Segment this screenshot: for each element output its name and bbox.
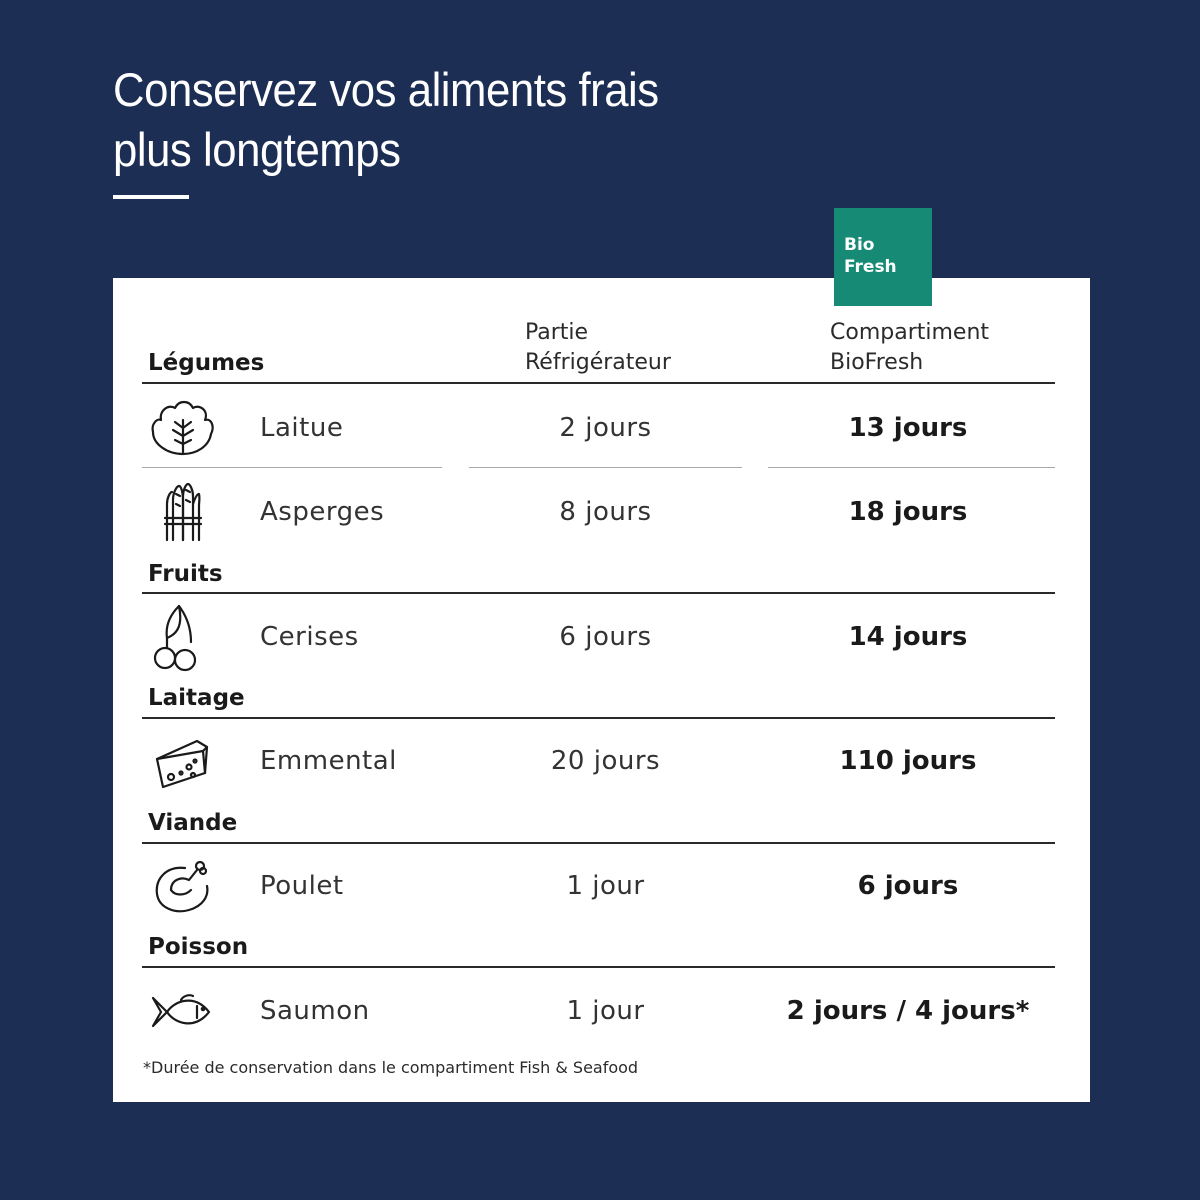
column-header-biofresh-line1: Compartiment: [830, 320, 990, 345]
row-separator: [469, 467, 742, 468]
chicken-icon: [145, 856, 221, 916]
category-laitage: Laitage: [148, 685, 245, 711]
fridge-value-laitue: 2 jours: [559, 413, 652, 443]
food-name-saumon: Saumon: [260, 996, 370, 1026]
biofresh-value-saumon: 2 jours / 4 jours*: [786, 996, 1030, 1026]
page-title: [113, 60, 764, 180]
category-divider: [142, 717, 1055, 719]
fridge-value-saumon: 1 jour: [566, 996, 645, 1026]
title-line-1: Conservez vos aliments frais: [113, 63, 659, 116]
cheese-icon: [145, 733, 221, 793]
biofresh-badge: [834, 208, 932, 306]
category-divider: [142, 382, 1055, 384]
food-name-laitue: Laitue: [260, 413, 344, 443]
column-header-fridge: [525, 318, 671, 378]
fridge-value-asperges: 8 jours: [559, 497, 652, 527]
column-header-fridge-line2: Réfrigérateur: [525, 350, 671, 375]
category-divider: [142, 592, 1055, 594]
footnote: *Durée de conservation dans le compartiment Fish & Seafood: [143, 1058, 639, 1077]
category-viande: Viande: [148, 810, 238, 836]
cherries-icon: [145, 604, 221, 672]
lettuce-icon: [145, 398, 221, 458]
column-header-fridge-line1: Partie: [525, 320, 589, 345]
asparagus-icon: [145, 482, 221, 542]
category-divider: [142, 842, 1055, 844]
column-header-biofresh-line2: BioFresh: [830, 350, 924, 375]
fish-icon: [145, 982, 221, 1042]
row-separator: [142, 467, 442, 468]
badge-line-1: Bio: [844, 235, 875, 255]
biofresh-value-cerises: 14 jours: [848, 622, 968, 652]
category-legumes: Légumes: [148, 350, 265, 376]
food-name-emmental: Emmental: [260, 746, 397, 776]
biofresh-value-laitue: 13 jours: [848, 413, 968, 443]
title-underline: [113, 195, 189, 199]
food-name-asperges: Asperges: [260, 497, 385, 527]
row-separator: [768, 467, 1055, 468]
biofresh-value-emmental: 110 jours: [839, 746, 977, 776]
title-line-2: plus longtemps: [113, 123, 401, 176]
biofresh-value-poulet: 6 jours: [857, 871, 959, 901]
fridge-value-poulet: 1 jour: [566, 871, 645, 901]
storage-table-card: [113, 278, 1090, 1102]
fridge-value-cerises: 6 jours: [559, 622, 652, 652]
badge-line-2: Fresh: [844, 257, 897, 277]
category-poisson: Poisson: [148, 934, 249, 960]
food-name-cerises: Cerises: [260, 622, 359, 652]
biofresh-value-asperges: 18 jours: [848, 497, 968, 527]
category-divider: [142, 966, 1055, 968]
column-header-biofresh: [830, 318, 989, 378]
category-fruits: Fruits: [148, 561, 223, 587]
fridge-value-emmental: 20 jours: [550, 746, 661, 776]
food-name-poulet: Poulet: [260, 871, 344, 901]
